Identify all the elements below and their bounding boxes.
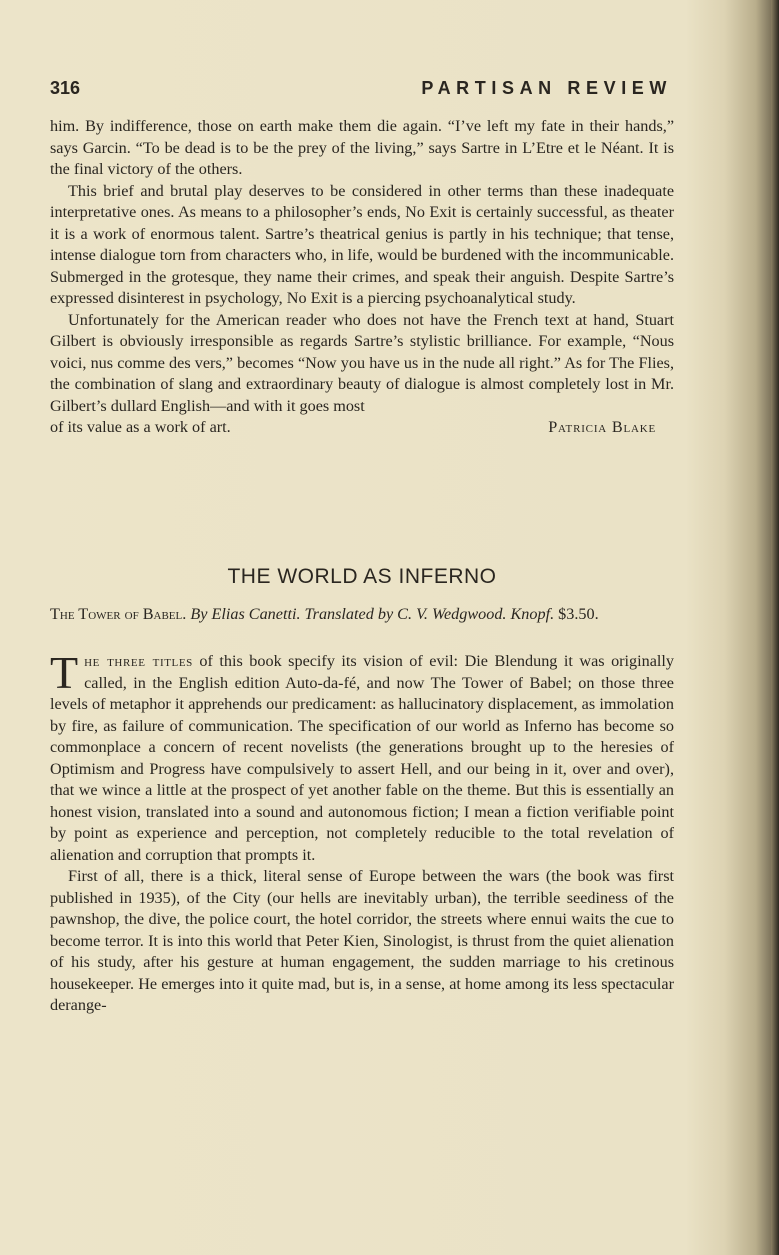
review-body — [50, 647, 675, 1017]
page-number: 316 — [50, 78, 81, 98]
paragraph: Unfortunately for the American reader who does not have the French text at hand, Stuart Gilbert is obviously irresponsible as regards Sartre’s stylistic brilliance. For example, “Nous voici, nus comme des vers,” becomes “Now you have us in the nude all right.” As for The Flies, the combination of slang and extraordinary beauty of dialogue is almost completely lost in Mr. Gilbert’s dullard English—and with it goes most — [50, 310, 674, 415]
book-title: The Tower of Babel. — [50, 605, 187, 623]
paragraph: This brief and brutal play deserves to be considered in other terms than these inadequate interpretative ones. As means to a philosopher’s ends, No Exit is certainly successful, as theater it is a work of enormous talent. Sartre’s theatrical genius is partly in his technique; that tense, intense dialogue torn from characters who, in life, would be burdened with the incommunicable. Submerged in the grotesque, they name their crimes, and speak their anguish. Despite Sartre’s expressed disinterest in psychology, No Exit is a piercing psychoanalytical study. — [50, 181, 674, 307]
lead-words: he three titles — [84, 652, 193, 670]
paragraph: him. By indifference, those on earth make them die again. “I’ve left my fate in their hands,” says Garcin. “To be dead is to be the prey of the living,” says Sartre in L’Etre et le Néant. It is the final victory of the others. — [50, 117, 674, 178]
book-author: By Elias Canetti. Translated by C. V. Wedgwood. Knopf. — [190, 605, 555, 623]
opening-paragraph — [50, 647, 675, 866]
paragraph-end: of its value as a work of art. — [50, 418, 231, 436]
paragraph: First of all, there is a thick, literal sense of Europe between the wars (the book was first published in 1935), of the City (our hells are inevitably urban), the terrible seediness of the pawnshop, the dive, the police court, the hotel corridor, the streets where ennui waits the cue to become terror. It is into this world that Peter Kien, Sinologist, is thrust from the quiet alienation of his study, after his gesture at human engagement, the sudden marriage to his cretinous housekeeper. He emerges into it quite mad, but is, in a sense, at home among its less spectacular derange- — [50, 867, 674, 1014]
book-citation — [50, 604, 674, 626]
book-price: $3.50. — [558, 605, 599, 623]
reviewer-signature: Patricia Blake — [548, 418, 656, 436]
drop-cap: T — [50, 647, 79, 698]
journal-title: PARTISAN REVIEW — [421, 78, 672, 98]
paragraph-text: of this book specify its vision of evil: Die Blendung it was originally called, in the English edition Auto-da-fé, and now The Tower of Babel; on those three levels of metaphor it apprehends our predicament: as hallucinatory displacement, as immolation by fire, as failure of communication. The specification of our world as Inferno has become so commonplace a concern of recent novelists (the generations brought up to the heresies of Optimism and Progress have compulsively to assert Hell, and our being in it, over and over), that we wince a little at the prospect of yet another fable on the theme. But this is essentially an honest vision, translated into a sound and autonomous fiction; I mean a fiction verifiable point by point as experience and perception, not completely reducible to the total revelation of alienation and corruption that prompts it. — [50, 652, 675, 864]
closing-line — [50, 417, 674, 439]
page-edge — [771, 0, 779, 1255]
running-header — [50, 76, 672, 104]
review-title: THE WORLD AS INFERNO — [227, 565, 497, 588]
review-continuation — [50, 116, 674, 439]
